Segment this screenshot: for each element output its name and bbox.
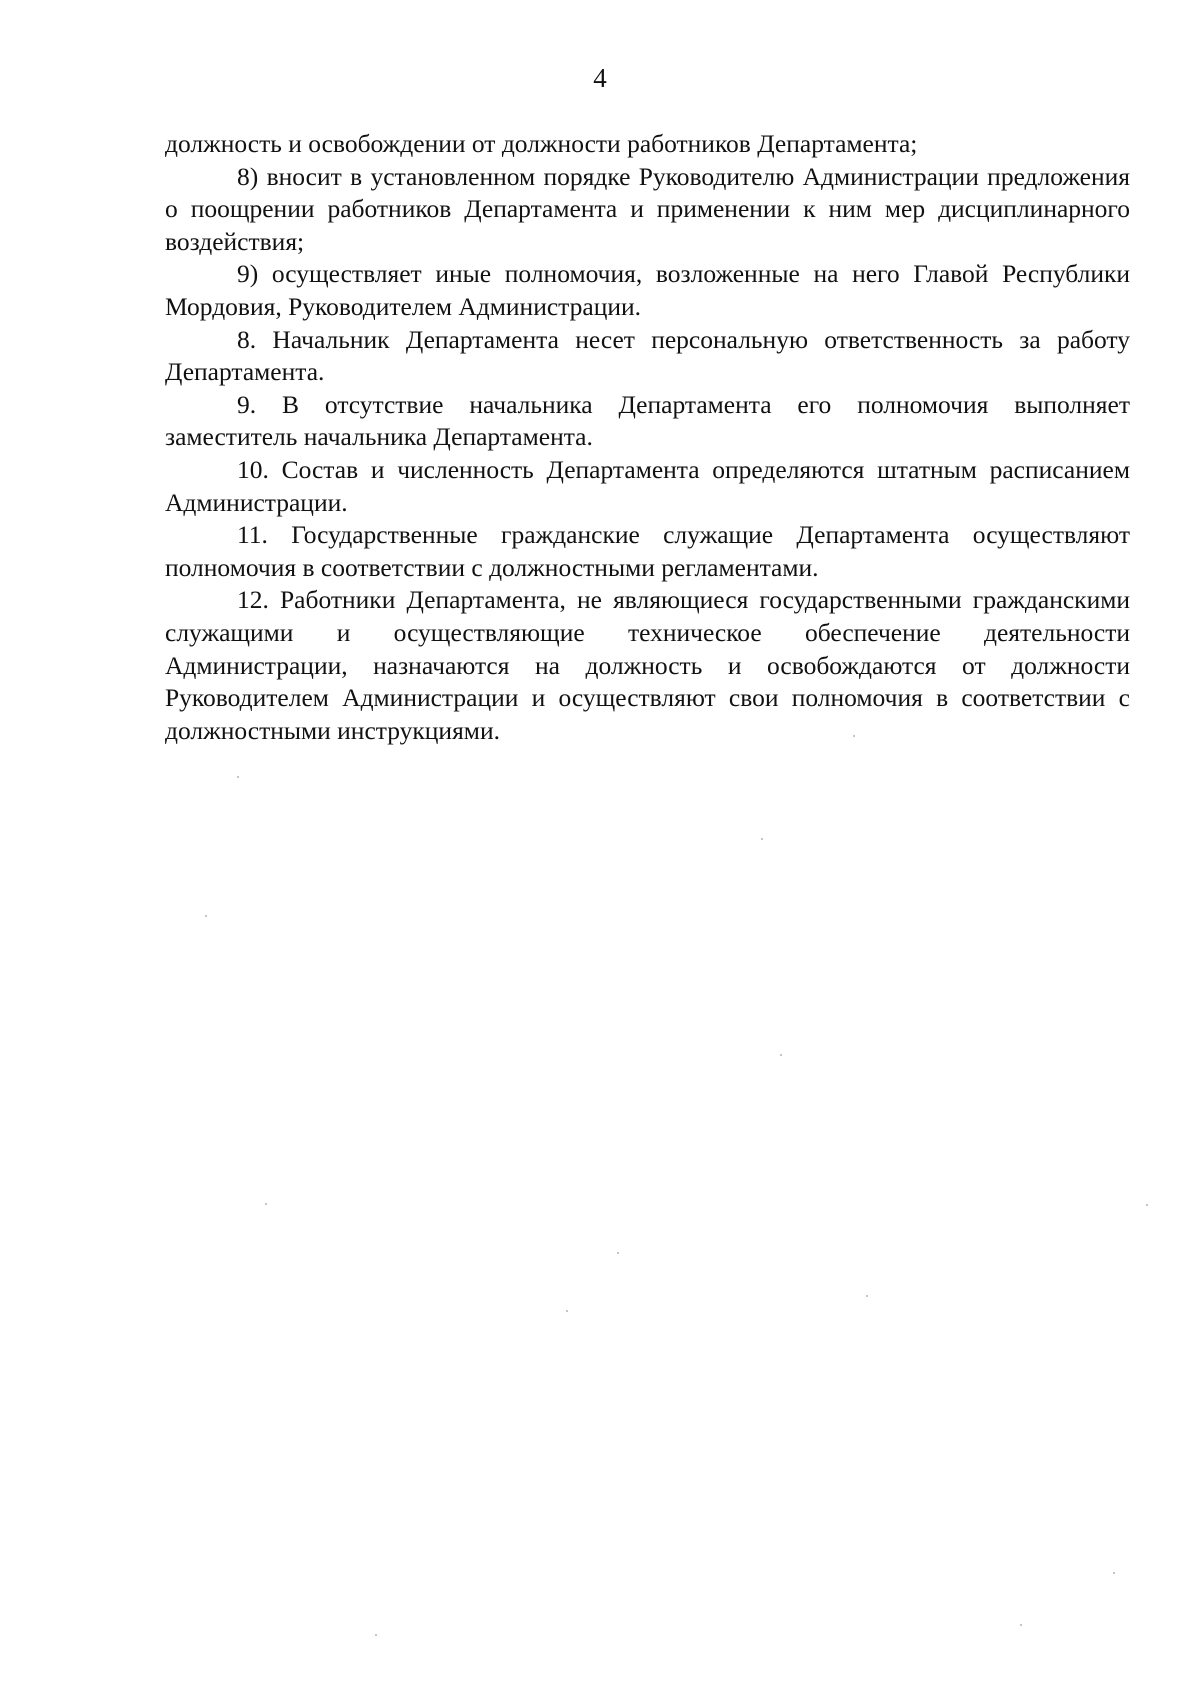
scan-speck [237, 776, 239, 778]
scan-speck [617, 1252, 619, 1254]
paragraph-clause-9-deputy: 9. В отсутствие начальника Департамента его полномочия выполняет заместитель начальника Департамента. [165, 389, 1130, 452]
scan-speck [1020, 1624, 1022, 1626]
paragraph-item-8-proposals: 8) вносит в установленном порядке Руководителю Администрации предложения о поощрении работников Департамента и применении к ним мер дисциплинарного воздействия; [165, 161, 1130, 256]
scan-speck [265, 1203, 267, 1205]
paragraph-clause-10-staffing: 10. Состав и численность Департамента определяются штатным расписанием Администрации. [165, 454, 1130, 517]
scan-speck [780, 1054, 782, 1056]
scan-speck [1146, 1204, 1148, 1206]
scan-speck [761, 838, 763, 840]
scan-speck [866, 1295, 868, 1297]
paragraph-clause-11-civil-servants: 11. Государственные гражданские служащие Департамента осуществляют полномочия в соответствии с должностными регламентами. [165, 520, 1130, 582]
scan-speck [853, 735, 855, 737]
scan-speck [375, 1634, 377, 1636]
paragraph-item-9-other-powers: 9) осуществляет иные полномочия, возложенные на него Главой Республики Мордовия, Руководителем Администрации. [165, 259, 1130, 321]
paragraph-clause-12-technical-staff: 12. Работники Департамента, не являющиеся государственными гражданскими служащими и осуществляющие техническое обеспечение деятельности Администрации, назначаются на должность и освобождаются от должности Руководителем Администрации и осуществляют свои полномочия в соответствии с должностными инструкциями. [165, 585, 1130, 745]
paragraph-continuation: должность и освобождении от должности работников Департамента; [165, 129, 918, 158]
page-number: 4 [593, 63, 607, 93]
paragraph-clause-8-responsibility: 8. Начальник Департамента несет персональную ответственность за работу Департамента. [165, 324, 1130, 387]
document-body [165, 128, 1130, 747]
scan-speck [566, 1310, 568, 1312]
scan-speck [205, 915, 207, 917]
scan-speck [1113, 1572, 1115, 1574]
